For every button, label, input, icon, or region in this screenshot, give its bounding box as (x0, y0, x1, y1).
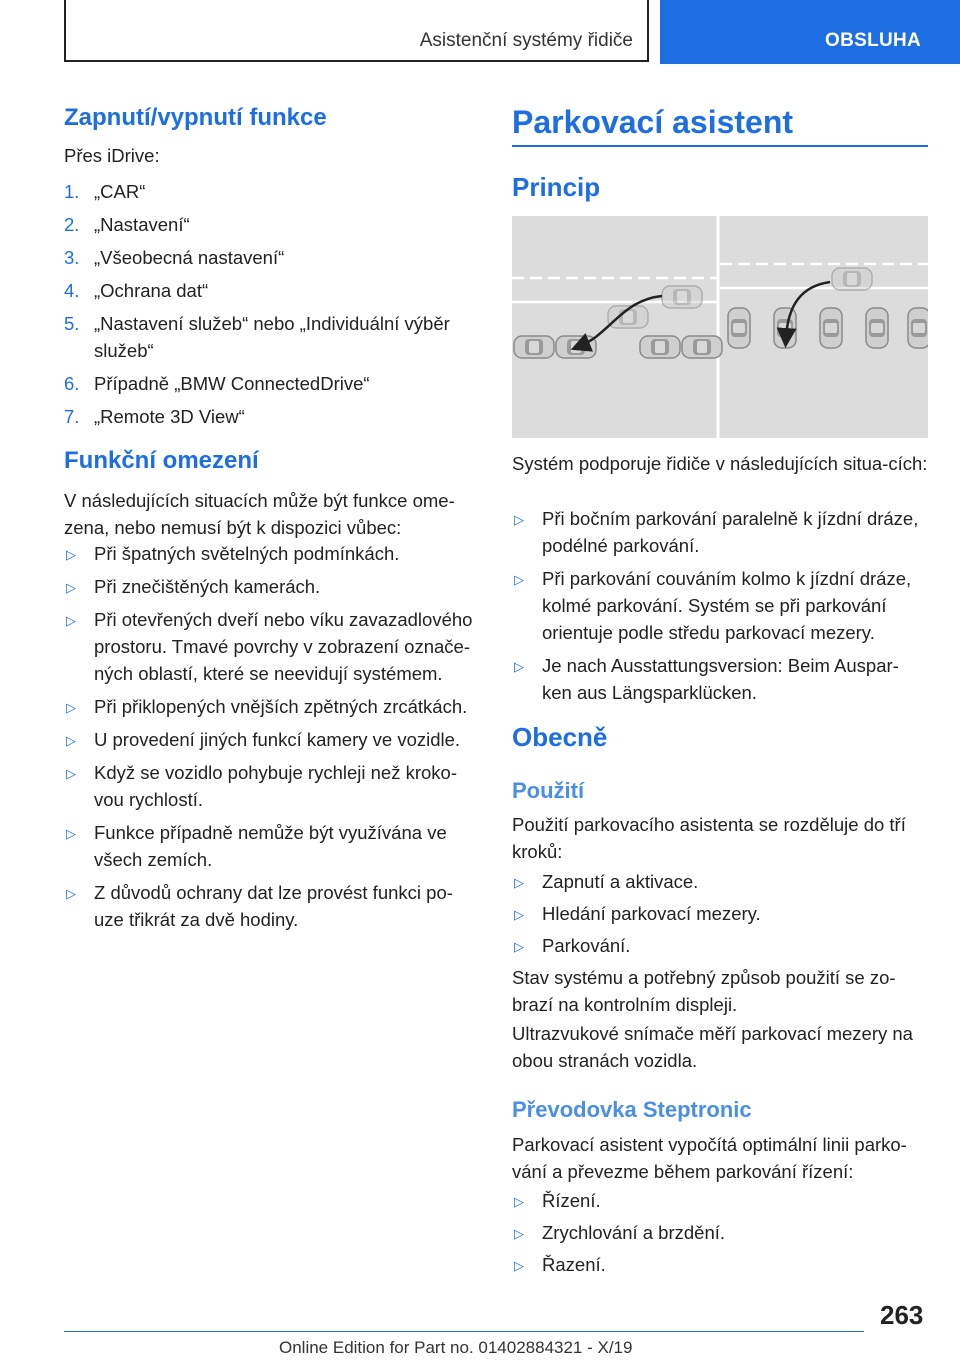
prevodovka-list (512, 1187, 928, 1278)
idrive-steps-list (64, 178, 476, 430)
pouziti-list (512, 868, 928, 959)
triangle-bullet-icon: ▷ (66, 547, 76, 562)
heading-parkovaci-text: Parkovací asistent (512, 104, 794, 140)
heading-obecne (512, 722, 928, 753)
parked-car (820, 308, 842, 348)
princip-intro (512, 450, 928, 477)
pouziti-intro-text: Použití parkovacího asistenta se rozděluje do tří kroků: (512, 814, 906, 862)
ghost-car (662, 286, 702, 308)
heading-parkovaci-asistent (512, 106, 928, 138)
list-item (64, 211, 476, 238)
list-item (64, 759, 476, 813)
list-item-text: Řazení. (542, 1254, 606, 1275)
list-item (64, 310, 476, 364)
triangle-bullet-icon: ▷ (66, 886, 76, 901)
parked-car (866, 308, 888, 348)
triangle-bullet-icon: ▷ (514, 907, 524, 922)
triangle-bullet-icon: ▷ (66, 766, 76, 781)
omezeni-list (64, 540, 476, 933)
list-item-text: Je nach Ausstattungsversion: Beim Auspar-ken aus Längsparklücken. (542, 655, 899, 703)
list-item-text: Při špatných světelných podmínkách. (94, 543, 400, 564)
list-item (512, 652, 928, 706)
princip-intro-text: Systém podporuje řidiče v následujících situa-cích: (512, 453, 928, 474)
list-item (512, 1219, 928, 1246)
heading-princip-text: Princip (512, 172, 601, 202)
pouziti-paragraph-2 (512, 1020, 928, 1074)
ghost-car (832, 268, 872, 290)
step-number: 4. (64, 280, 80, 301)
step-text: „Nastavení služeb“ nebo „Individuální výběr služeb“ (94, 313, 450, 361)
omezeni-intro-text: V následujících situacích může být funkce ome-zena, nebo nemusí být k dispozici vůbec: (64, 490, 455, 538)
list-item-text: Řízení. (542, 1190, 601, 1211)
heading-pouziti-text: Použití (512, 778, 585, 803)
step-number: 5. (64, 313, 80, 334)
pres-idrive-text: Přes iDrive: (64, 145, 160, 166)
list-item-text: Zapnutí a aktivace. (542, 871, 699, 892)
footer-edition: Online Edition for Part no. 01402884321 - X/19 (279, 1338, 633, 1357)
list-item (64, 540, 476, 567)
parked-car (514, 336, 554, 358)
chapter-tab-label: OBSLUHA (825, 30, 922, 51)
heading-prevodovka (512, 1097, 928, 1123)
pouziti-p1-text: Stav systému a potřebný způsob použití se zo-brazí na kontrolním displeji. (512, 967, 896, 1015)
list-item (512, 1187, 928, 1214)
list-item (512, 900, 928, 927)
step-text: „Remote 3D View“ (94, 406, 245, 427)
triangle-bullet-icon: ▷ (514, 512, 524, 527)
parked-car (556, 336, 596, 358)
list-item-text: Při znečištěných kamerách. (94, 576, 321, 597)
list-item (64, 277, 476, 304)
step-number: 3. (64, 247, 80, 268)
list-item (512, 1251, 928, 1278)
step-number: 2. (64, 214, 80, 235)
list-item-text: Z důvodů ochrany dat lze provést funkci po-uze třikrát za dvě hodiny. (94, 882, 453, 930)
parked-car (682, 336, 722, 358)
triangle-bullet-icon: ▷ (514, 939, 524, 954)
list-item (64, 606, 476, 687)
triangle-bullet-icon: ▷ (514, 1194, 524, 1209)
heading-princip (512, 172, 928, 203)
list-item (64, 403, 476, 430)
omezeni-intro (64, 487, 476, 541)
parking-illustration (512, 216, 928, 438)
page-number: 263 (880, 1300, 924, 1330)
list-item-text: Při otevřených dveří nebo víku zavazadlového prostoru. Tmavé povrchy v zobrazení označe-ných oblastí, které se neevidují systémem. (94, 609, 473, 684)
list-item (512, 868, 928, 895)
princip-list (512, 505, 928, 706)
triangle-bullet-icon: ▷ (66, 580, 76, 595)
footer-rule (64, 1331, 864, 1332)
triangle-bullet-icon: ▷ (66, 733, 76, 748)
list-item (64, 693, 476, 720)
step-text: Případně „BMW ConnectedDrive“ (94, 373, 370, 394)
heading-omezeni-text: Funkční omezení (64, 447, 259, 474)
running-header-title: Asistenční systémy řidiče (419, 30, 633, 51)
list-item-text: Funkce případně nemůže být využívána ve všech zemích. (94, 822, 447, 870)
heading-zapnuti-text: Zapnutí/vypnutí funkce (64, 104, 327, 131)
triangle-bullet-icon: ▷ (514, 875, 524, 890)
parked-car (728, 308, 750, 348)
list-item (64, 573, 476, 600)
pouziti-paragraph-1 (512, 964, 928, 1018)
triangle-bullet-icon: ▷ (66, 826, 76, 841)
step-text: „Všeobecná nastavení“ (94, 247, 285, 268)
list-item (64, 370, 476, 397)
prevodovka-intro (512, 1131, 928, 1185)
list-item-text: U provedení jiných funkcí kamery ve vozidle. (94, 729, 461, 750)
list-item (64, 178, 476, 205)
triangle-bullet-icon: ▷ (514, 572, 524, 587)
pouziti-intro (512, 811, 928, 865)
list-item-text: Hledání parkovací mezery. (542, 903, 761, 924)
step-number: 7. (64, 406, 80, 427)
step-number: 1. (64, 181, 80, 202)
heading-obecne-text: Obecně (512, 722, 608, 752)
step-text: „CAR“ (94, 181, 146, 202)
triangle-bullet-icon: ▷ (66, 700, 76, 715)
parked-car (908, 308, 928, 348)
step-text: „Nastavení“ (94, 214, 190, 235)
list-item-text: Zrychlování a brzdění. (542, 1222, 726, 1243)
list-item (512, 505, 928, 559)
list-item-text: Když se vozidlo pohybuje rychleji než kroko-vou rychlostí. (94, 762, 457, 810)
prevodovka-intro-text: Parkovací asistent vypočítá optimální linii parko-vání a převezme během parkování řízení: (512, 1134, 907, 1182)
parked-car (640, 336, 680, 358)
list-item (64, 726, 476, 753)
triangle-bullet-icon: ▷ (514, 1226, 524, 1241)
chapter-tab (660, 0, 960, 64)
heading-zapnuti (64, 104, 476, 132)
list-item-text: Při bočním parkování paralelně k jízdní dráze, podélné parkování. (542, 508, 919, 556)
list-item (64, 819, 476, 873)
heading-prevodovka-text: Převodovka Steptronic (512, 1097, 752, 1122)
pres-idrive (64, 142, 476, 169)
triangle-bullet-icon: ▷ (514, 1258, 524, 1273)
list-item (64, 244, 476, 271)
list-item-text: Parkování. (542, 935, 631, 956)
list-item (64, 879, 476, 933)
running-header-frame (64, 0, 649, 62)
parking-diagram (512, 216, 928, 438)
pouziti-p2-text: Ultrazvukové snímače měří parkovací mezery na obou stranách vozidla. (512, 1023, 913, 1071)
parked-car (774, 308, 796, 348)
list-item-text: Při parkování couváním kolmo k jízdní dráze, kolmé parkování. Systém se při parkování orientuje podle středu parkovací mezery. (542, 568, 912, 643)
triangle-bullet-icon: ▷ (514, 659, 524, 674)
step-number: 6. (64, 373, 80, 394)
list-item (512, 565, 928, 646)
heading-pouziti (512, 778, 928, 804)
heading-omezeni (64, 447, 476, 475)
list-item (512, 932, 928, 959)
step-text: „Ochrana dat“ (94, 280, 209, 301)
heading-rule (512, 145, 928, 147)
list-item-text: Při přiklopených vnějších zpětných zrcátkách. (94, 696, 468, 717)
triangle-bullet-icon: ▷ (66, 613, 76, 628)
